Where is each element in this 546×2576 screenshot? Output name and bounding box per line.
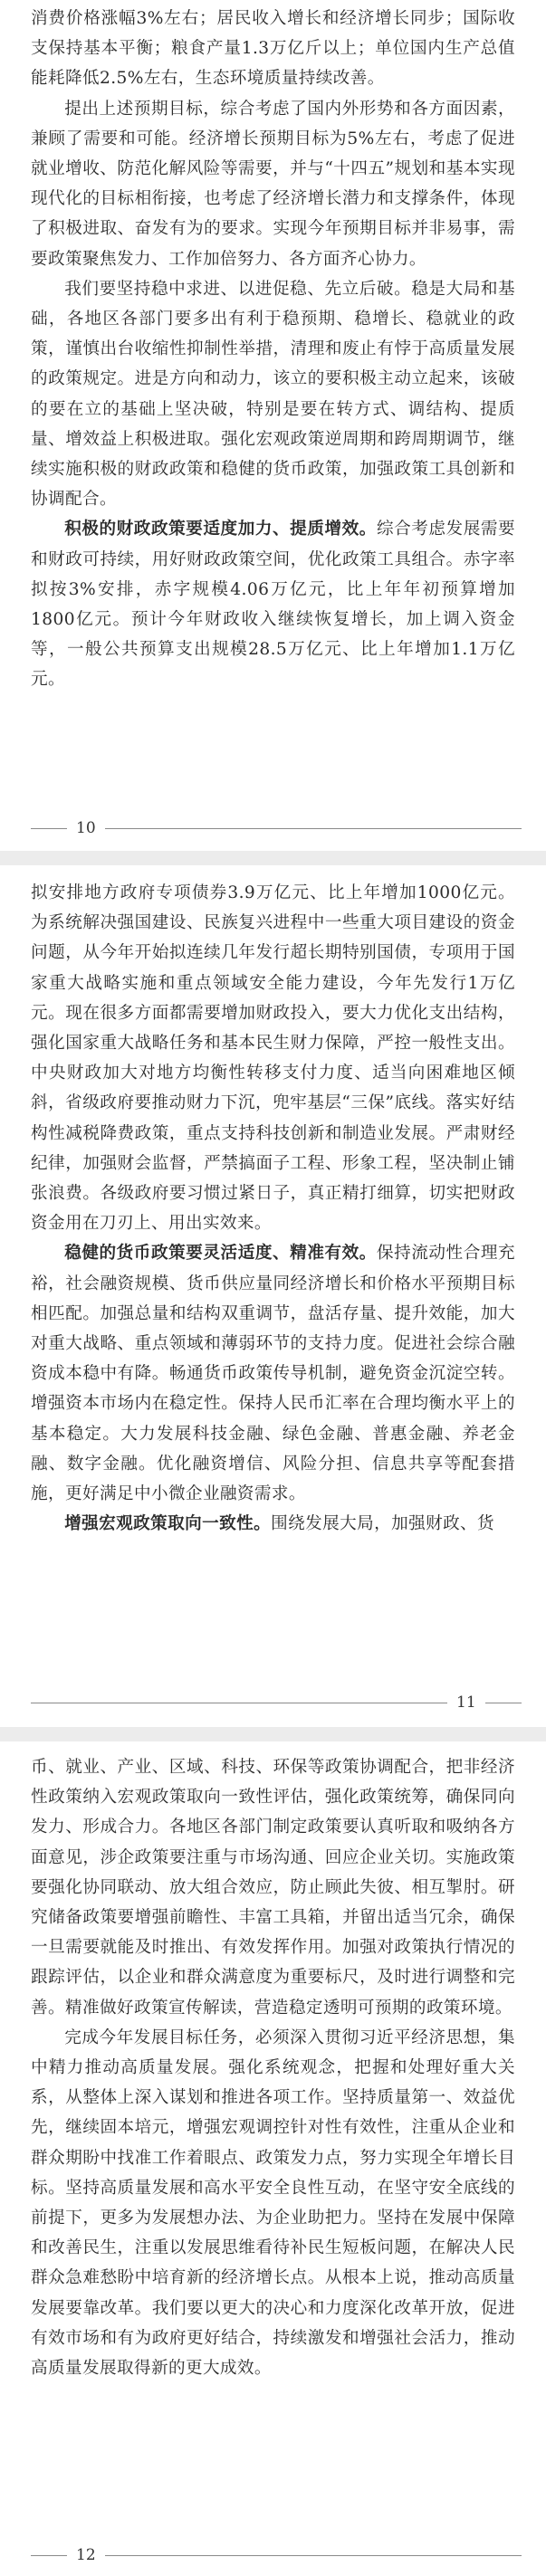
page-footer-12 xyxy=(0,2542,546,2569)
page-number: 11 xyxy=(456,1693,476,1712)
paragraph: 提出上述预期目标，综合考虑了国内外形势和各方面因素，兼顾了需要和可能。经济增长预期目标为5%左右，考虑了促进就业增收、防范化解风险等需要，并与“十四五”规划和基本实现现代化的目标相衔接，也考虑了经济增长潜力和支撑条件，体现了积极进取、奋发有为的要求。实现今年预期目标并非易事，需要政策聚焦发力、工作加倍努力、各方面齐心协力。 xyxy=(31,99,515,269)
document-page-11 xyxy=(0,865,546,1727)
paragraph-text: 围绕发展大局，加强财政、货 xyxy=(271,1514,495,1534)
page-separator xyxy=(0,851,546,865)
paragraph xyxy=(31,514,515,694)
footer-rule xyxy=(31,828,67,829)
section-heading: 增强宏观政策取向一致性。 xyxy=(64,1514,272,1534)
paragraph xyxy=(31,1238,515,1509)
document-page-10 xyxy=(0,0,546,851)
paragraph xyxy=(31,1509,515,1539)
page-number: 10 xyxy=(76,819,96,837)
section-heading: 稳健的货币政策要灵活适度、精准有效。 xyxy=(64,1244,377,1264)
paragraph: 消费价格涨幅3%左右；居民收入增长和经济增长同步；国际收支保持基本平衡；粮食产量1.3万亿斤以上；单位国内生产总值能耗降低2.5%左右，生态环境质量持续改善。 xyxy=(31,9,515,89)
paragraph-text: 保持流动性合理充裕，社会融资规模、货币供应量同经济增长和价格水平预期目标相匹配。加强总量和结构双重调节，盘活存量、提升效能，加大对重大战略、重点领域和薄弱环节的支持力度。促进社会综合融资成本稳中有降。畅通货币政策传导机制，避免资金沉淀空转。增强资本市场内在稳定性。保持人民币汇率在合理均衡水平上的基本稳定。大力发展科技金融、绿色金融、普惠金融、养老金融、数字金融。优化融资增信、风险分担、信息共享等配套措施，更好满足中小微企业融资需求。 xyxy=(31,1244,515,1504)
page-number: 12 xyxy=(76,2546,96,2564)
paragraph: 拟安排地方政府专项债券3.9万亿元、比上年增加1000亿元。为系统解决强国建设、民族复兴进程中一些重大项目建设的资金问题，从今年开始拟连续几年发行超长期特别国债，专项用于国家重大战略实施和重点领域安全能力建设，今年先发行1万亿元。现在很多方面都需要增加财政投入，要大力优化支出结构，强化国家重大战略任务和基本民生财力保障，严控一般性支出。中央财政加大对地方均衡性转移支付力度、适当向困难地区倾斜，省级政府要推动财力下沉，兜牢基层“三保”底线。落实好结构性减税降费政策，重点支持科技创新和制造业发展。严肃财经纪律，加强财会监督，严禁搞面子工程、形象工程，坚决制止铺张浪费。各级政府要习惯过紧日子，真正精打细算，切实把财政资金用在刀刃上、用出实效来。 xyxy=(31,883,515,1234)
footer-rule xyxy=(31,2555,67,2556)
paragraph-text: 综合考虑发展需要和财政可持续，用好财政政策空间，优化政策工具组合。赤字率拟按3%安排，赤字规模4.06万亿元，比上年年初预算增加1800亿元。预计今年财政收入继续恢复增长，加上调入资金等，一般公共预算支出规模28.5万亿元、比上年增加1.1万亿元。 xyxy=(31,520,515,690)
paragraph: 币、就业、产业、区域、科技、环保等政策协调配合，把非经济性政策纳入宏观政策取向一致性评估，强化政策统筹，确保同向发力、形成合力。各地区各部门制定政策要认真听取和吸纳各方面意见，涉企政策要注重与市场沟通、回应企业关切。实施政策要强化协同联动、放大组合效应，防止顾此失彼、相互掣肘。研究储备政策要增强前瞻性、丰富工具箱，并留出适当冗余，确保一旦需要就能及时推出、有效发挥作用。加强对政策执行情况的跟踪评估，以企业和群众满意度为重要标尺，及时进行调整和完善。精准做好政策宣传解读，营造稳定透明可预期的政策环境。 xyxy=(31,1758,515,2018)
page-footer-10 xyxy=(0,815,546,842)
section-heading: 积极的财政政策要适度加力、提质增效。 xyxy=(64,520,377,539)
document-page-12 xyxy=(0,1741,546,2576)
footer-rule xyxy=(105,828,522,829)
footer-rule xyxy=(105,2555,522,2556)
page-footer-11 xyxy=(0,1689,546,1716)
page-separator xyxy=(0,1727,546,1741)
paragraph: 我们要坚持稳中求进、以进促稳、先立后破。稳是大局和基础，各地区各部门要多出有利于稳预期、稳增长、稳就业的政策，谨慎出台收缩性抑制性举措，清理和废止有悖于高质量发展的政策规定。进是方向和动力，该立的要积极主动立起来，该破的要在立的基础上坚决破，特别是要在转方式、调结构、提质量、增效益上积极进取。强化宏观政策逆周期和跨周期调节，继续实施积极的财政政策和稳健的货币政策，加强政策工具创新和协调配合。 xyxy=(31,279,515,510)
paragraph: 完成今年发展目标任务，必须深入贯彻习近平经济思想，集中精力推动高质量发展。强化系统观念，把握和处理好重大关系，从整体上深入谋划和推进各项工作。坚持质量第一、效益优先，继续固本培元，增强宏观调控针对性有效性，注重从企业和群众期盼中找准工作着眼点、政策发力点，努力实现全年增长目标。坚持高质量发展和高水平安全良性互动，在坚守安全底线的前提下，更多为发展想办法、为企业助把力。坚持在发展中保障和改善民生，注重以发展思维看待补民生短板问题，在解决人民群众急难愁盼中培育新的经济增长点。从根本上说，推动高质量发展要靠改革。我们要以更大的决心和力度深化改革开放，促进有效市场和有为政府更好结合，持续激发和增强社会活力，推动高质量发展取得新的更大成效。 xyxy=(31,2027,515,2379)
